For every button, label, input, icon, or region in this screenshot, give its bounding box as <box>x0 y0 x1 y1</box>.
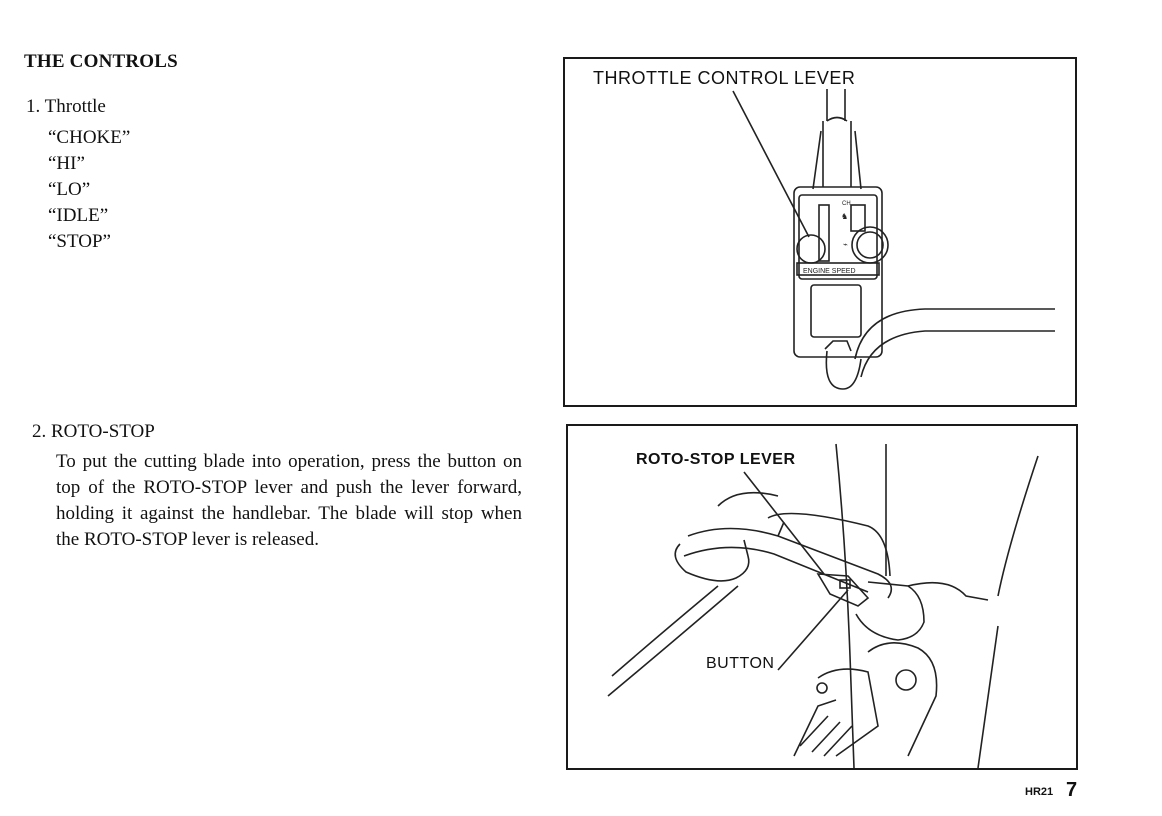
figure-rotostop <box>566 424 1078 770</box>
mode-item: “LO” <box>48 179 91 200</box>
throttle-control-lever-label: THROTTLE CONTROL LEVER <box>593 68 856 88</box>
mode-item: “IDLE” <box>48 205 109 226</box>
page-heading: THE CONTROLS <box>24 51 178 72</box>
svg-text:♞: ♞ <box>841 212 849 221</box>
throttle-modes-list <box>48 125 130 255</box>
footer-model-code: HR21 <box>1025 786 1054 798</box>
mode-item: “CHOKE” <box>48 127 131 148</box>
footer-page-number: 7 <box>1066 779 1078 801</box>
mode-item: “HI” <box>48 153 85 174</box>
section-rotostop-title: 2. ROTO-STOP <box>32 421 155 442</box>
panel-text: ENGINE SPEED <box>803 268 856 275</box>
button-label: BUTTON <box>706 655 775 672</box>
throttle-panel-illustration <box>565 59 1075 405</box>
rotostop-lever-label: ROTO-STOP LEVER <box>636 451 796 468</box>
section-throttle-title: 1. Throttle <box>26 96 106 117</box>
svg-text:⌁: ⌁ <box>843 240 848 249</box>
svg-text:CH: CH <box>842 201 851 207</box>
section-rotostop-body: To put the cutting blade into operation, press the button on top of the ROTO-STOP lever and push the lever forward, holding it against the handlebar. The blade will stop when the ROTO-STOP lever is released. <box>56 451 522 550</box>
handlebar-hands-illustration <box>568 426 1076 768</box>
figure-throttle <box>563 57 1077 407</box>
mode-item: “STOP” <box>48 231 111 252</box>
